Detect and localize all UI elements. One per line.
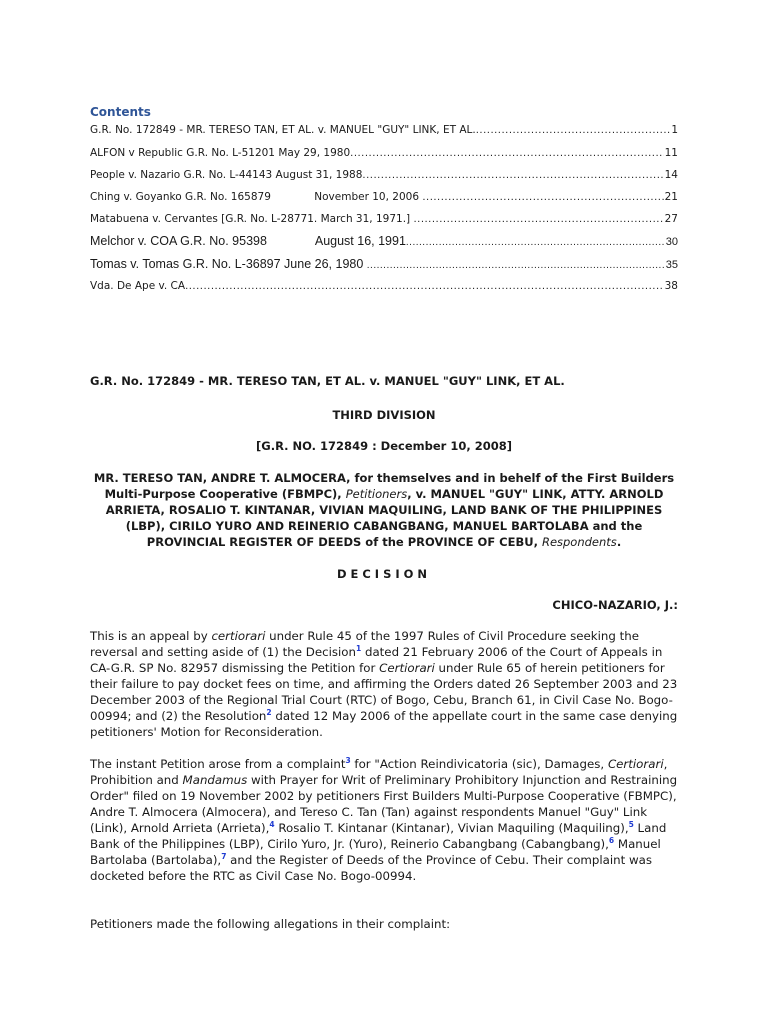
toc-entry[interactable]	[90, 257, 678, 271]
contents-heading: Contents	[90, 105, 151, 119]
toc-entry-title: G.R. No. 172849 - MR. TERESO TAN, ET AL. v. MANUEL "GUY" LINK, ET AL.	[90, 124, 476, 136]
footnote-link[interactable]: 3	[345, 756, 351, 766]
toc-entry-page: 30	[665, 236, 678, 248]
parties-text: MR. TERESO TAN, ANDRE T. ALMOCERA, for themselves and in behelf of the First Builders Multi-Purpose Cooperative (FBMPC),	[93, 471, 675, 501]
text-run: Certiorari	[607, 757, 664, 771]
petitioners-label: Petitioners	[345, 487, 408, 501]
text-run: Land Bank of the Philippines (LBP), Cirilo Yuro, Jr. (Yuro), Reinerio Cabangbang (Cabangbang),	[90, 821, 667, 851]
toc-entry-page: 35	[665, 259, 678, 271]
toc-entry-title: Ching v. Goyanko G.R. No. 165879 November 10, 2006	[90, 191, 423, 203]
footnote-link[interactable]: 2	[266, 708, 272, 718]
text-run: for "Action Reindivicatoria (sic), Damages,	[350, 757, 608, 771]
toc-entry-title: Vda. De Ape v. CA	[90, 280, 186, 292]
decision-heading: DECISION	[336, 567, 432, 581]
toc-entry[interactable]	[90, 147, 678, 159]
toc-entry-page: 38	[664, 280, 678, 292]
docket-heading: [G.R. NO. 172849 : December 10, 2008]	[256, 439, 512, 453]
toc-leader	[413, 214, 663, 225]
toc-leader	[476, 125, 671, 136]
toc-entry[interactable]	[90, 280, 678, 292]
parties-text: , v. MANUEL "GUY" LINK, ATTY. ARNOLD ARRIETA, ROSALIO T. KINTANAR, VIVIAN MAQUILING, LAND BANK OF THE PHILIPPINES (LBP), CIRILO YURO AND REINERIO CABANGBANG, MANUEL BARTOLABA and the PROVINCIAL REGISTER OF DEEDS of the PROVINCE OF CEBU,	[105, 487, 664, 549]
toc-entry[interactable]	[90, 234, 678, 248]
toc-entry-title: Matabuena v. Cervantes [G.R. No. L-28771. March 31, 1971.]	[90, 213, 414, 225]
text-run: Mandamus	[182, 773, 248, 787]
toc-entry[interactable]	[90, 124, 678, 136]
case-parties	[90, 470, 678, 550]
toc-leader	[367, 260, 665, 271]
toc-entry-page: 1	[671, 124, 678, 136]
parties-text: .	[616, 535, 622, 549]
footnote-link[interactable]: 1	[356, 644, 362, 654]
toc-leader	[406, 237, 665, 248]
text-run: The instant Petition arose from a complaint	[90, 757, 346, 771]
text-run: Manuel Bartolaba (Bartolaba),	[90, 837, 661, 867]
text-run: dated 12 May 2006 of the appellate court in the same case denying petitioners' Motion for Reconsideration.	[90, 709, 678, 739]
text-run: and the Register of Deeds of the Province of Cebu. Their complaint was docketed before the RTC as Civil Case No. Bogo-00994.	[90, 853, 653, 883]
toc-entry-title: People v. Nazario G.R. No. L-44143 August 31, 1988	[90, 169, 363, 181]
text-run: , Prohibition and	[90, 757, 668, 787]
toc-entry[interactable]	[90, 169, 678, 181]
toc-leader	[350, 148, 663, 159]
toc-entry-page: 11	[664, 147, 678, 159]
toc-entry-page: 21	[664, 191, 678, 203]
paragraph-2	[90, 756, 680, 884]
toc-entry-title: Melchor v. COA G.R. No. 95398 August 16, 1991	[90, 234, 406, 248]
paragraph-3: Petitioners made the following allegations in their complaint:	[90, 917, 451, 931]
text-run: under Rule 45 of the 1997 Rules of Civil Procedure seeking the reversal and setting aside of (1) the Decision	[90, 629, 639, 659]
toc-leader	[362, 170, 663, 181]
toc-entry-page: 27	[664, 213, 678, 225]
footnote-link[interactable]: 7	[221, 852, 227, 862]
footnote-link[interactable]: 6	[608, 836, 615, 846]
text-run: dated 21 February 2006 of the Court of Appeals in CA-G.R. SP No. 82957 dismissing the Petition for	[90, 645, 663, 675]
toc-leader	[185, 281, 664, 292]
toc-entry-page: 14	[664, 169, 678, 181]
paragraph-1	[90, 628, 680, 740]
text-run: certiorari	[211, 629, 266, 643]
toc-leader	[422, 192, 663, 203]
ponente: CHICO-NAZARIO, J.:	[552, 598, 678, 612]
text-run: under Rule 65 of herein petitioners for their failure to pay docket fees on time, and affirming the Orders dated 26 September 2003 and 23 December 2003 of the Regional Trial Court (RTC) of Bogo, Cebu, Branch 61, in Civil Case No. Bogo-00994; and (2) the Resolution	[90, 661, 678, 723]
text-run: Rosalio T. Kintanar (Kintanar), Vivian Maquiling (Maquiling),	[274, 821, 629, 835]
toc-entry[interactable]	[90, 213, 678, 225]
footnote-link[interactable]: 5	[628, 820, 634, 830]
text-run: This is an appeal by	[90, 629, 212, 643]
toc-entry-title: ALFON v Republic G.R. No. L-51201 May 29, 1980	[90, 147, 351, 159]
toc-entry-title: Tomas v. Tomas G.R. No. L-36897 June 26, 1980	[90, 257, 367, 271]
footnote-link[interactable]: 4	[269, 820, 275, 830]
text-run: Certiorari	[379, 661, 435, 675]
text-run: with Prayer for Writ of Preliminary Prohibitory Injunction and Restraining Order" filed on 19 November 2002 by petitioners First Builders Multi-Purpose Cooperative (FBMPC), Andre T. Almocera (Almocera), and Tereso C. Tan (Tan) against respondents Manuel "Guy" Link (Link), Arnold Arrieta (Arrieta),	[90, 773, 678, 835]
division-heading: THIRD DIVISION	[332, 408, 436, 422]
case-title: G.R. No. 172849 - MR. TERESO TAN, ET AL. v. MANUEL "GUY" LINK, ET AL.	[90, 374, 565, 388]
respondents-label: Respondents	[541, 535, 617, 549]
toc-entry[interactable]	[90, 191, 678, 203]
